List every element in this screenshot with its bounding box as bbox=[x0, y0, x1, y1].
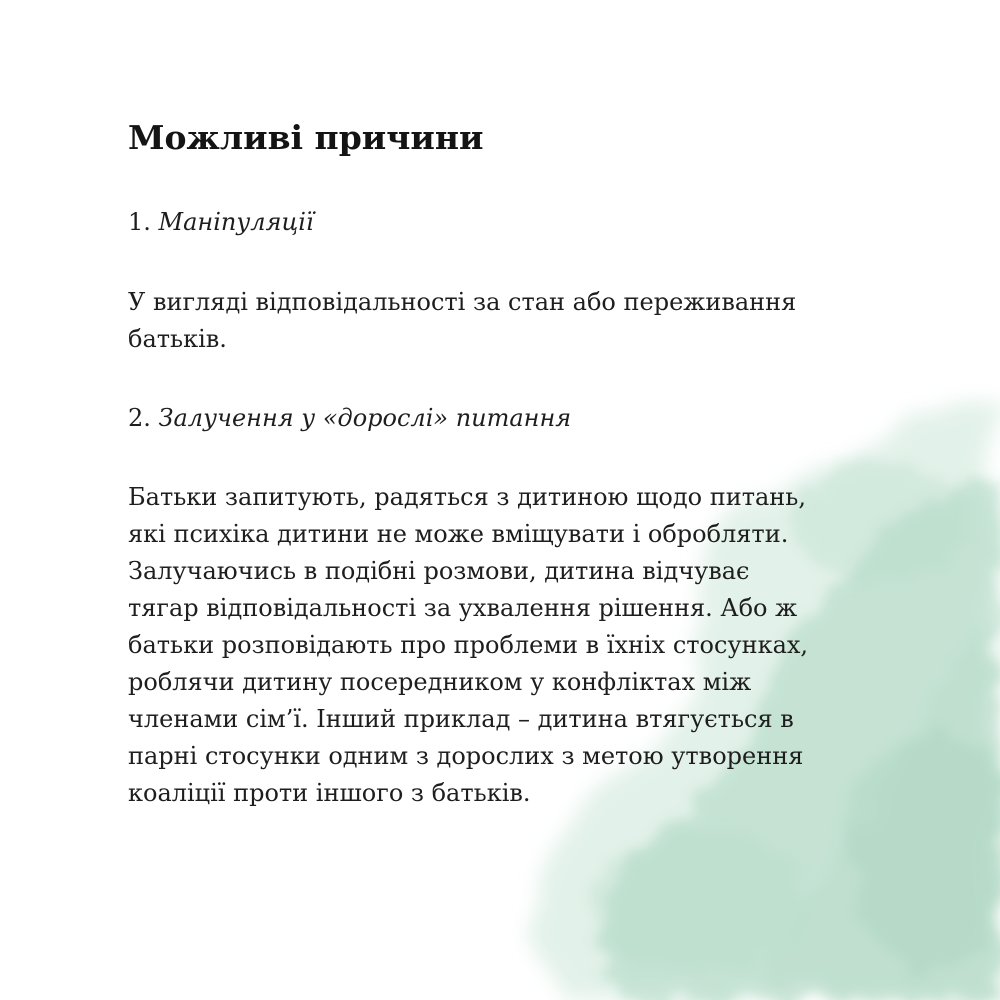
body-line: У вигляді відповідальності за стан або переживання bbox=[128, 288, 797, 316]
section-heading-2 bbox=[128, 402, 571, 434]
section-body-1 bbox=[128, 284, 868, 358]
body-line: які психіка дитини не може вміщувати і обробляти. bbox=[128, 520, 789, 548]
body-line: членами сім’ї. Інший приклад – дитина втягується в bbox=[128, 705, 794, 733]
body-line: Батьки запитують, радяться з дитиною щодо питань, bbox=[128, 483, 806, 511]
body-line: парні стосунки одним з дорослих з метою утворення bbox=[128, 742, 804, 770]
body-line: роблячи дитину посередником у конфліктах між bbox=[128, 668, 752, 696]
body-line: батьки розповідають про проблеми в їхніх стосунках, bbox=[128, 631, 809, 659]
section-body-2 bbox=[128, 479, 868, 812]
section-title: Маніпуляції bbox=[158, 208, 314, 236]
page-title: Можливі причини bbox=[128, 118, 484, 157]
section-heading-1 bbox=[128, 206, 314, 238]
body-line: тягар відповідальності за ухвалення рішення. Або ж bbox=[128, 594, 798, 622]
section-number: 1. bbox=[128, 208, 151, 236]
section-title: Залучення у «дорослі» питання bbox=[158, 404, 572, 432]
section-number: 2. bbox=[128, 404, 151, 432]
body-line: батьків. bbox=[128, 325, 227, 353]
body-line: Залучаючись в подібні розмови, дитина відчуває bbox=[128, 557, 750, 585]
body-line: коаліції проти іншого з батьків. bbox=[128, 779, 531, 807]
